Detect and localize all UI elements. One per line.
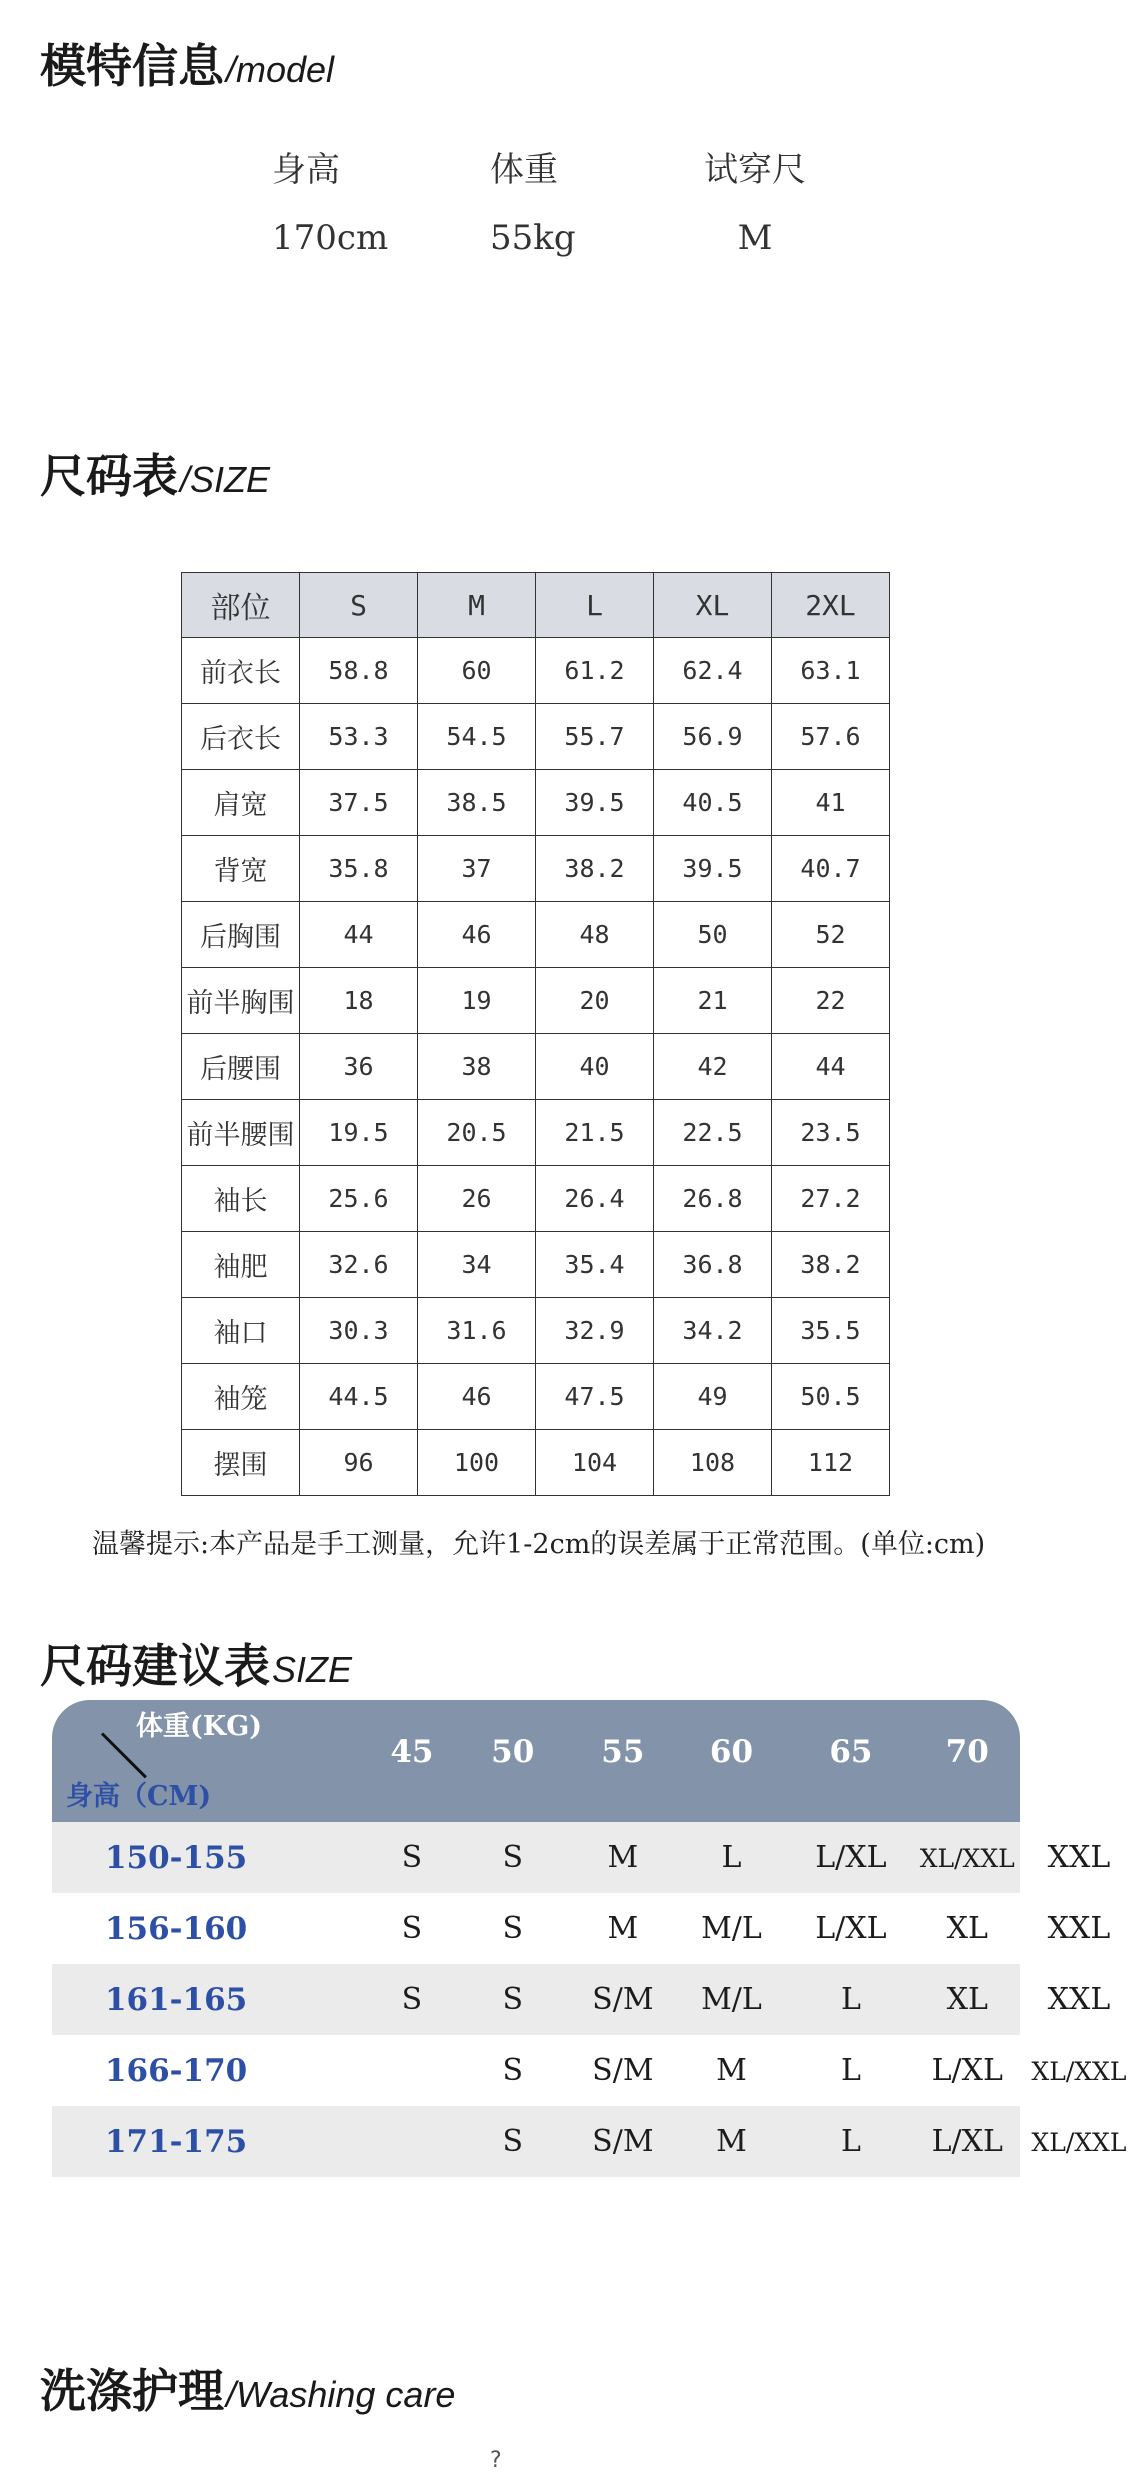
size-cell: 48 <box>536 902 654 968</box>
size-cell: 38 <box>418 1034 536 1100</box>
size-cell: 36.8 <box>654 1232 772 1298</box>
size-header-cell: 2XL <box>772 573 890 638</box>
recommend-title-en: SIZE <box>272 1649 353 1690</box>
weight-column-header: 45 <box>390 1734 434 1770</box>
recommended-size: M <box>716 2053 747 2088</box>
size-cell: 27.2 <box>772 1166 890 1232</box>
size-row-label: 袖肥 <box>182 1232 300 1298</box>
size-cell: 21.5 <box>536 1100 654 1166</box>
size-cell: 20 <box>536 968 654 1034</box>
recommended-size: XXL <box>1047 1840 1111 1875</box>
size-row-label: 摆围 <box>182 1430 300 1496</box>
size-row-label: 后胸围 <box>182 902 300 968</box>
recommended-size: M/L <box>701 1982 762 2017</box>
size-cell: 35.4 <box>536 1232 654 1298</box>
size-header-cell: XL <box>654 573 772 638</box>
height-range: 150-155 <box>104 1840 248 1876</box>
size-cell: 32.9 <box>536 1298 654 1364</box>
recommended-size: XXL <box>1047 1982 1111 2017</box>
size-cell: 30.3 <box>300 1298 418 1364</box>
recommended-size: L/XL <box>815 1840 887 1875</box>
size-cell: 40.5 <box>654 770 772 836</box>
size-header-cell: 部位 <box>182 573 300 638</box>
recommended-size: L <box>840 1982 861 2017</box>
recommend-row <box>52 2035 1127 2106</box>
model-header-row <box>272 130 832 202</box>
size-cell: 56.9 <box>654 704 772 770</box>
size-section-title <box>40 440 270 506</box>
size-cell: 40 <box>536 1034 654 1100</box>
size-cell: 57.6 <box>772 704 890 770</box>
size-cell: 40.7 <box>772 836 890 902</box>
size-row <box>182 1430 890 1496</box>
model-value-row <box>272 202 832 274</box>
size-row-label: 背宽 <box>182 836 300 902</box>
size-row-label: 前半胸围 <box>182 968 300 1034</box>
height-range: 166-170 <box>104 2053 248 2089</box>
weight-column-header: 50 <box>491 1734 535 1770</box>
size-recommendation-table <box>52 1700 1127 2177</box>
size-row-label: 后衣长 <box>182 704 300 770</box>
model-section-title <box>40 30 334 96</box>
model-info <box>272 130 832 274</box>
size-cell: 25.6 <box>300 1166 418 1232</box>
size-row <box>182 1232 890 1298</box>
wash-icon-fragment: ? <box>490 2448 502 2473</box>
size-cell: 26 <box>418 1166 536 1232</box>
size-cell: 100 <box>418 1430 536 1496</box>
recommended-size: XL <box>946 1911 988 1946</box>
model-header-weight: 体重 <box>490 149 558 190</box>
recommended-size: L <box>840 2124 861 2159</box>
size-cell: 46 <box>418 1364 536 1430</box>
recommended-size: S <box>502 1982 523 2017</box>
recommended-size: XL/XXL <box>919 1844 1015 1873</box>
size-row-label: 后腰围 <box>182 1034 300 1100</box>
size-cell: 34 <box>418 1232 536 1298</box>
size-row-label: 袖口 <box>182 1298 300 1364</box>
size-cell: 47.5 <box>536 1364 654 1430</box>
size-cell: 22 <box>772 968 890 1034</box>
size-header-row <box>182 573 890 638</box>
recommended-size: M <box>716 2124 747 2159</box>
size-row <box>182 968 890 1034</box>
size-cell: 39.5 <box>654 836 772 902</box>
height-range: 171-175 <box>104 2124 248 2160</box>
weight-column-header: 60 <box>709 1734 754 1770</box>
size-cell: 53.3 <box>300 704 418 770</box>
height-range: 156-160 <box>104 1911 248 1947</box>
size-title-cn: 尺码表 <box>40 449 178 503</box>
size-cell: 19 <box>418 968 536 1034</box>
size-cell: 49 <box>654 1364 772 1430</box>
size-header-cell: S <box>300 573 418 638</box>
size-cell: 38.5 <box>418 770 536 836</box>
recommend-header <box>52 1700 1101 1822</box>
size-cell: 23.5 <box>772 1100 890 1166</box>
size-cell: 38.2 <box>772 1232 890 1298</box>
size-cell: 44 <box>300 902 418 968</box>
recommended-size: L/XL <box>931 2124 1003 2159</box>
size-row-label: 前半腰围 <box>182 1100 300 1166</box>
size-cell: 37.5 <box>300 770 418 836</box>
size-cell: 37 <box>418 836 536 902</box>
size-row <box>182 638 890 704</box>
wash-section-title <box>40 2355 455 2421</box>
model-header-height: 身高 <box>272 149 340 190</box>
size-cell: 20.5 <box>418 1100 536 1166</box>
size-row <box>182 770 890 836</box>
recommended-size: S <box>502 1840 523 1875</box>
size-cell: 55.7 <box>536 704 654 770</box>
model-size: M <box>737 218 773 258</box>
size-row <box>182 1166 890 1232</box>
weight-column-header: 65 <box>829 1734 873 1770</box>
measurement-tip: 温馨提示:本产品是手工测量，允许1-2cm的误差属于正常范围。(单位:cm) <box>92 1529 986 1560</box>
size-row <box>182 1034 890 1100</box>
size-cell: 52 <box>772 902 890 968</box>
recommended-size: XL/XXL <box>1031 2128 1127 2157</box>
size-cell: 19.5 <box>300 1100 418 1166</box>
recommend-row <box>52 1964 1111 2035</box>
size-cell: 46 <box>418 902 536 968</box>
recommended-size: S/M <box>592 2053 654 2088</box>
size-row-label: 前衣长 <box>182 638 300 704</box>
size-cell: 60 <box>418 638 536 704</box>
weight-column-header: 70 <box>945 1734 989 1770</box>
size-cell: 34.2 <box>654 1298 772 1364</box>
size-row <box>182 704 890 770</box>
recommend-row <box>52 1893 1111 1964</box>
recommended-size: M <box>607 1840 639 1875</box>
size-row-label: 袖笼 <box>182 1364 300 1430</box>
size-cell: 63.1 <box>772 638 890 704</box>
size-cell: 44 <box>772 1034 890 1100</box>
size-cell: 112 <box>772 1430 890 1496</box>
size-cell: 61.2 <box>536 638 654 704</box>
recommend-row <box>52 1822 1111 1893</box>
recommended-size: S <box>502 2124 523 2159</box>
recommended-size: M/L <box>701 1911 762 1946</box>
recommend-title-cn: 尺码建议表 <box>40 1639 270 1693</box>
weight-column-header: 55 <box>601 1734 645 1770</box>
size-cell: 36 <box>300 1034 418 1100</box>
model-title-cn: 模特信息 <box>40 39 224 93</box>
recommended-size: S/M <box>592 1982 654 2017</box>
recommended-size: M <box>607 1911 639 1946</box>
size-cell: 96 <box>300 1430 418 1496</box>
recommended-size: S <box>401 1911 423 1946</box>
weight-axis-label: 体重(KG) <box>136 1711 263 1742</box>
size-header-cell: L <box>536 573 654 638</box>
wash-title-en: /Washing care <box>226 2374 456 2415</box>
size-title-en: /SIZE <box>180 459 271 500</box>
size-cell: 104 <box>536 1430 654 1496</box>
size-cell: 108 <box>654 1430 772 1496</box>
size-cell: 32.6 <box>300 1232 418 1298</box>
recommended-size: XL/XXL <box>1031 2057 1127 2086</box>
size-cell: 39.5 <box>536 770 654 836</box>
size-cell: 26.8 <box>654 1166 772 1232</box>
size-row <box>182 1100 890 1166</box>
size-row <box>182 902 890 968</box>
height-axis-label: 身高（CM) <box>66 1781 212 1812</box>
recommended-size: L <box>721 1840 742 1875</box>
size-cell: 54.5 <box>418 704 536 770</box>
size-cell: 38.2 <box>536 836 654 902</box>
size-cell: 58.8 <box>300 638 418 704</box>
model-title-en: /model <box>226 49 335 90</box>
size-cell: 26.4 <box>536 1166 654 1232</box>
size-cell: 35.5 <box>772 1298 890 1364</box>
model-header-size: 试穿尺 <box>704 149 806 190</box>
size-row-label: 肩宽 <box>182 770 300 836</box>
size-cell: 18 <box>300 968 418 1034</box>
size-cell: 21 <box>654 968 772 1034</box>
weight-column-header: 75 <box>1057 1734 1101 1770</box>
size-row <box>182 1298 890 1364</box>
size-cell: 41 <box>772 770 890 836</box>
size-row-label: 袖长 <box>182 1166 300 1232</box>
recommended-size: S <box>502 2053 523 2088</box>
size-cell: 44.5 <box>300 1364 418 1430</box>
recommend-section-title <box>40 1630 352 1696</box>
size-cell: 50 <box>654 902 772 968</box>
recommended-size: S/M <box>592 2124 654 2159</box>
recommend-row <box>52 2106 1127 2177</box>
size-cell: 22.5 <box>654 1100 772 1166</box>
recommended-size: L <box>840 2053 861 2088</box>
wash-title-cn: 洗涤护理 <box>40 2364 224 2418</box>
recommended-size: S <box>502 1911 523 1946</box>
size-table <box>181 572 890 1496</box>
recommended-size: L/XL <box>815 1911 887 1946</box>
recommended-size: S <box>401 1840 423 1875</box>
size-header-cell: M <box>418 573 536 638</box>
size-cell: 35.8 <box>300 836 418 902</box>
size-cell: 50.5 <box>772 1364 890 1430</box>
model-weight: 55kg <box>490 218 576 258</box>
size-cell: 31.6 <box>418 1298 536 1364</box>
recommended-size: L/XL <box>931 2053 1003 2088</box>
size-row <box>182 1364 890 1430</box>
recommended-size: XL <box>946 1982 988 2017</box>
size-cell: 62.4 <box>654 638 772 704</box>
model-height: 170cm <box>272 218 389 258</box>
size-cell: 42 <box>654 1034 772 1100</box>
recommended-size: XXL <box>1047 1911 1111 1946</box>
height-range: 161-165 <box>104 1982 248 2018</box>
recommended-size: S <box>401 1982 423 2017</box>
size-row <box>182 836 890 902</box>
